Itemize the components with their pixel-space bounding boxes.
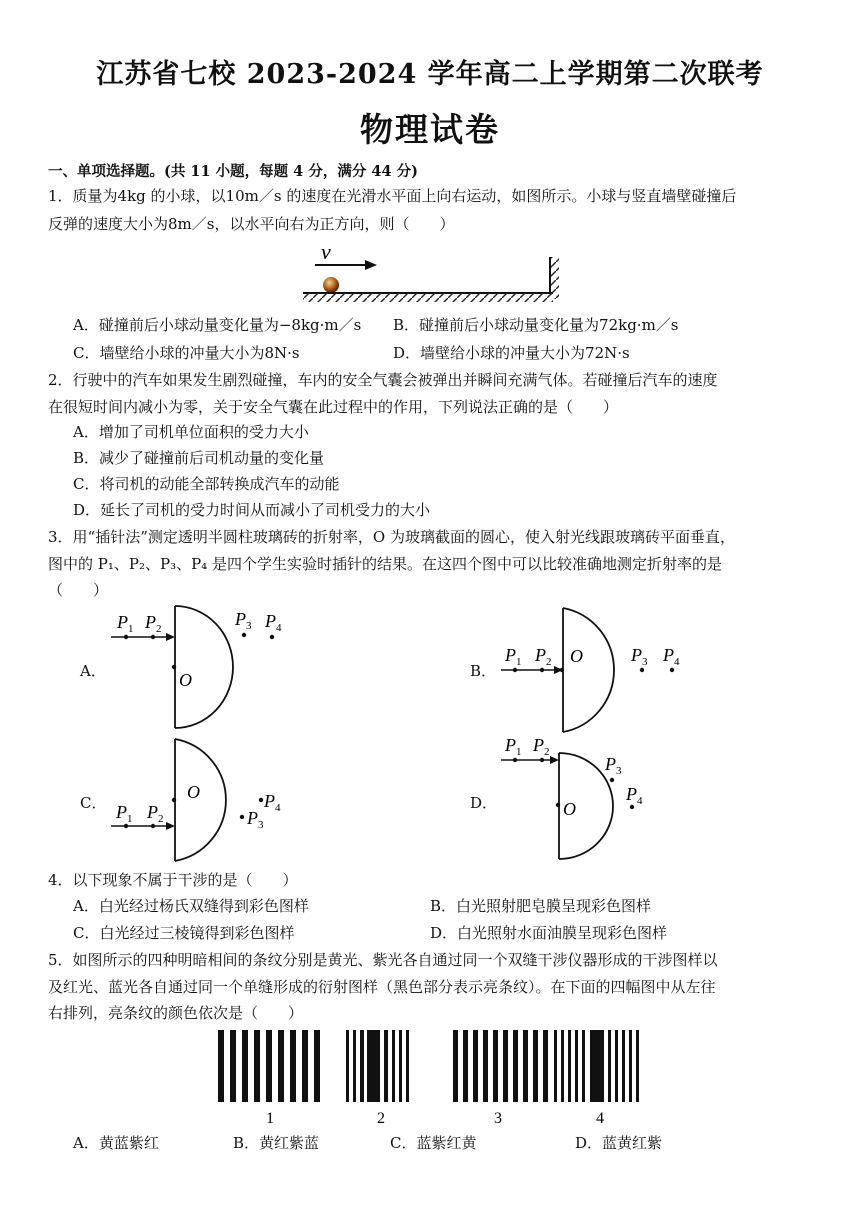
q3-figure-a [105, 600, 305, 735]
p4-subscript: 4 [276, 622, 282, 634]
q5-option-d[interactable]: D．蓝黄红紫 [575, 1134, 663, 1152]
p1-label: P [505, 735, 516, 755]
ground-hatch [303, 293, 553, 302]
q5-option-b[interactable]: B．黄红紫蓝 [233, 1134, 320, 1152]
q1-option-a[interactable]: A．碰撞前后小球动量变化量为−8kg·m／s [73, 316, 362, 334]
fringe-4-bar-2 [568, 1030, 571, 1102]
q3-figure-c [105, 735, 305, 865]
fringe-4-bar-0 [554, 1030, 557, 1102]
fringe-3-bar-0 [453, 1030, 458, 1102]
p4-label: P [264, 791, 275, 811]
fringe-3-bar-6 [513, 1030, 518, 1102]
q3-figure-b [495, 600, 705, 735]
q5-stem-line1: 5．如图所示的四种明暗相间的条纹分别是黄光、紫光各自通过同一个双缝干涉仪器形成的干涉图样以 [48, 951, 718, 969]
center-o-label: O [187, 782, 200, 802]
q2-stem-line2: 在很短时间内减小为零，关于安全气囊在此过程中的作用，下列说法正确的是（ ） [48, 398, 619, 416]
center-o-label: O [179, 670, 192, 690]
p4-label: P [626, 784, 637, 804]
fringe-2-bar-3 [367, 1030, 380, 1102]
svg-text:P3 [234, 609, 252, 632]
svg-text:P4 [264, 611, 282, 634]
p2-subscript: 2 [156, 623, 162, 635]
q3-stem-line1: 3．用“插针法”测定透明半圆柱玻璃砖的折射率，O 为玻璃截面的圆心，使入射光线跟玻璃砖平面垂直， [48, 528, 735, 546]
fringe-2-bar-4 [384, 1030, 388, 1102]
p3-subscript: 3 [642, 656, 648, 668]
p3-label: P [631, 645, 642, 665]
q2-option-c[interactable]: C．将司机的动能全部转换成汽车的动能 [73, 475, 340, 493]
fringe-1-bar-7 [302, 1030, 308, 1102]
q3-option-a[interactable]: A． [80, 662, 106, 680]
fringe-patterns [218, 1030, 639, 1102]
wall-hatch [551, 257, 559, 299]
fringe-1-bar-5 [278, 1030, 284, 1102]
q1-option-d[interactable]: D．墙壁给小球的冲量大小为72N·s [393, 344, 630, 362]
fringe-2-bar-2 [360, 1030, 364, 1102]
q3-stem-line2: 图中的 P₁、P₂、P₃、P₄ 是四个学生实验时插针的结果。在这四个图中可以比较准确地测定折射率的是 [48, 555, 722, 573]
ball [323, 277, 339, 293]
fringe-1-bar-6 [290, 1030, 296, 1102]
q1-stem-line2: 反弹的速度大小为8m／s，以水平向右为正方向，则（ ） [48, 215, 455, 233]
p3-subscript: 3 [246, 620, 252, 632]
fringe-4-bar-4 [582, 1030, 585, 1102]
q5-option-a[interactable]: A．黄蓝紫红 [73, 1134, 159, 1152]
p3-label: P [235, 609, 246, 629]
exam-title: 江苏省七校 2023-2024 学年高二上学期第二次联考 [96, 59, 764, 90]
q4-option-d[interactable]: D．白光照射水面油膜呈现彩色图样 [430, 924, 668, 942]
fringe-2-bar-5 [392, 1030, 395, 1102]
svg-text:P4 [662, 645, 680, 668]
svg-text:P2 [146, 802, 164, 825]
p1-label: P [116, 802, 127, 822]
q4-option-b[interactable]: B．白光照射肥皂膜呈现彩色图样 [430, 897, 652, 915]
q5-option-c[interactable]: C．蓝紫红黄 [390, 1134, 477, 1152]
p2-subscript: 2 [158, 813, 164, 825]
svg-text:P1 [115, 802, 133, 825]
q1-stem-line1: 1．质量为4kg 的小球，以10m／s 的速度在光滑水平面上向右运动，如图所示。小球与竖直墙壁碰撞后 [48, 187, 737, 205]
q2-option-b[interactable]: B．减少了碰撞前后司机动量的变化量 [73, 449, 325, 467]
fringe-4-bar-7 [615, 1030, 618, 1102]
fringe-3-bar-2 [473, 1030, 478, 1102]
fringe-label-1: 1 [266, 1110, 274, 1127]
p4-subscript: 4 [637, 795, 643, 807]
fringe-4-bar-9 [629, 1030, 632, 1102]
fringe-4-bar-8 [622, 1030, 625, 1102]
q3-stem-line3: （ ） [48, 581, 109, 599]
p4-label: P [265, 611, 276, 631]
fringe-4-bar-6 [608, 1030, 611, 1102]
q3-figure-d [495, 735, 705, 865]
p1-subscript: 1 [516, 656, 522, 668]
p1-subscript: 1 [516, 746, 522, 758]
fringe-4-bar-5 [590, 1030, 604, 1102]
fringe-4-bar-1 [561, 1030, 564, 1102]
p3-subscript: 3 [616, 765, 622, 777]
fringe-4-bar-10 [636, 1030, 639, 1102]
svg-text:P2 [534, 645, 552, 668]
svg-text:P4 [625, 784, 643, 807]
q4-option-a[interactable]: A．白光经过杨氏双缝得到彩色图样 [73, 897, 309, 915]
p1-subscript: 1 [128, 623, 134, 635]
p4-subscript: 4 [674, 656, 680, 668]
q1-option-c[interactable]: C．墙壁给小球的冲量大小为8N·s [73, 344, 300, 362]
p1-subscript: 1 [127, 813, 133, 825]
q4-option-c[interactable]: C．白光经过三棱镜得到彩色图样 [73, 924, 295, 942]
fringe-label-3: 3 [494, 1110, 502, 1127]
fringe-3-bar-3 [483, 1030, 488, 1102]
fringe-3-bar-7 [523, 1030, 528, 1102]
fringe-1-bar-1 [230, 1030, 236, 1102]
q5-stem-line3: 右排列，亮条纹的颜色依次是（ ） [48, 1004, 304, 1022]
fringe-1-bar-4 [266, 1030, 272, 1102]
svg-text:P2 [532, 735, 550, 758]
fringe-2-bar-1 [353, 1030, 356, 1102]
q3-option-c[interactable]: C． [80, 794, 107, 812]
svg-text:P3 [246, 808, 264, 831]
p4-label: P [663, 645, 674, 665]
p2-label: P [145, 612, 156, 632]
fringe-2-bar-0 [346, 1030, 349, 1102]
q5-stem-line2: 及红光、蓝光各自通过同一个单缝形成的衍射图样（黑色部分表示亮条纹）。在下面的四幅图中从左往 [48, 978, 716, 996]
p2-subscript: 2 [546, 656, 552, 668]
svg-text:P1 [504, 735, 522, 758]
p1-label: P [505, 645, 516, 665]
fringe-3-bar-1 [463, 1030, 468, 1102]
q3-option-d[interactable]: D． [470, 794, 498, 812]
svg-text:P3 [630, 645, 648, 668]
section-heading: 一、单项选择题。(共 11 小题，每题 4 分，满分 44 分) [48, 163, 418, 180]
fringe-3-bar-9 [543, 1030, 548, 1102]
fringe-3-bar-4 [493, 1030, 498, 1102]
fringe-3-bar-5 [503, 1030, 508, 1102]
p1-label: P [117, 612, 128, 632]
svg-text:P3 [604, 754, 622, 777]
p4-subscript: 4 [275, 802, 281, 814]
p2-subscript: 2 [544, 746, 550, 758]
fringe-2-bar-7 [406, 1030, 409, 1102]
fringe-1-bar-8 [314, 1030, 320, 1102]
fringe-1-bar-3 [254, 1030, 260, 1102]
p2-label: P [535, 645, 546, 665]
q2-stem-line1: 2．行驶中的汽车如果发生剧烈碰撞，车内的安全气囊会被弹出并瞬间充满气体。若碰撞后汽车的速度 [48, 371, 718, 389]
svg-text:P1 [116, 612, 134, 635]
q3-option-b[interactable]: B． [470, 662, 497, 680]
p3-label: P [605, 754, 616, 774]
q2-option-d[interactable]: D．延长了司机的受力时间从而减小了司机受力的大小 [73, 501, 431, 519]
fringe-label-2: 2 [377, 1110, 385, 1127]
fringe-4-bar-3 [575, 1030, 578, 1102]
svg-text:P4 [263, 791, 281, 814]
svg-text:P2 [144, 612, 162, 635]
p2-label: P [533, 735, 544, 755]
velocity-label: v [321, 239, 331, 264]
p3-label: P [247, 808, 258, 828]
center-o-label: O [563, 799, 576, 819]
center-o-label: O [570, 646, 583, 666]
p2-label: P [147, 802, 158, 822]
q4-stem: 4．以下现象不属于干涉的是（ ） [48, 871, 298, 889]
fringe-1-bar-0 [218, 1030, 224, 1102]
q2-option-a[interactable]: A．增加了司机单位面积的受力大小 [73, 423, 309, 441]
q5-fringe-figure [210, 1028, 650, 1128]
fringe-3-bar-8 [533, 1030, 538, 1102]
fringe-1-bar-2 [242, 1030, 248, 1102]
q1-option-b[interactable]: B．碰撞前后小球动量变化量为72kg·m／s [393, 316, 679, 334]
fringe-label-4: 4 [596, 1110, 604, 1127]
exam-subtitle: 物理试卷 [360, 110, 500, 149]
p3-subscript: 3 [258, 819, 264, 831]
fringe-2-bar-6 [399, 1030, 402, 1102]
q1-ball-wall-figure [295, 235, 565, 307]
svg-text:P1 [504, 645, 522, 668]
